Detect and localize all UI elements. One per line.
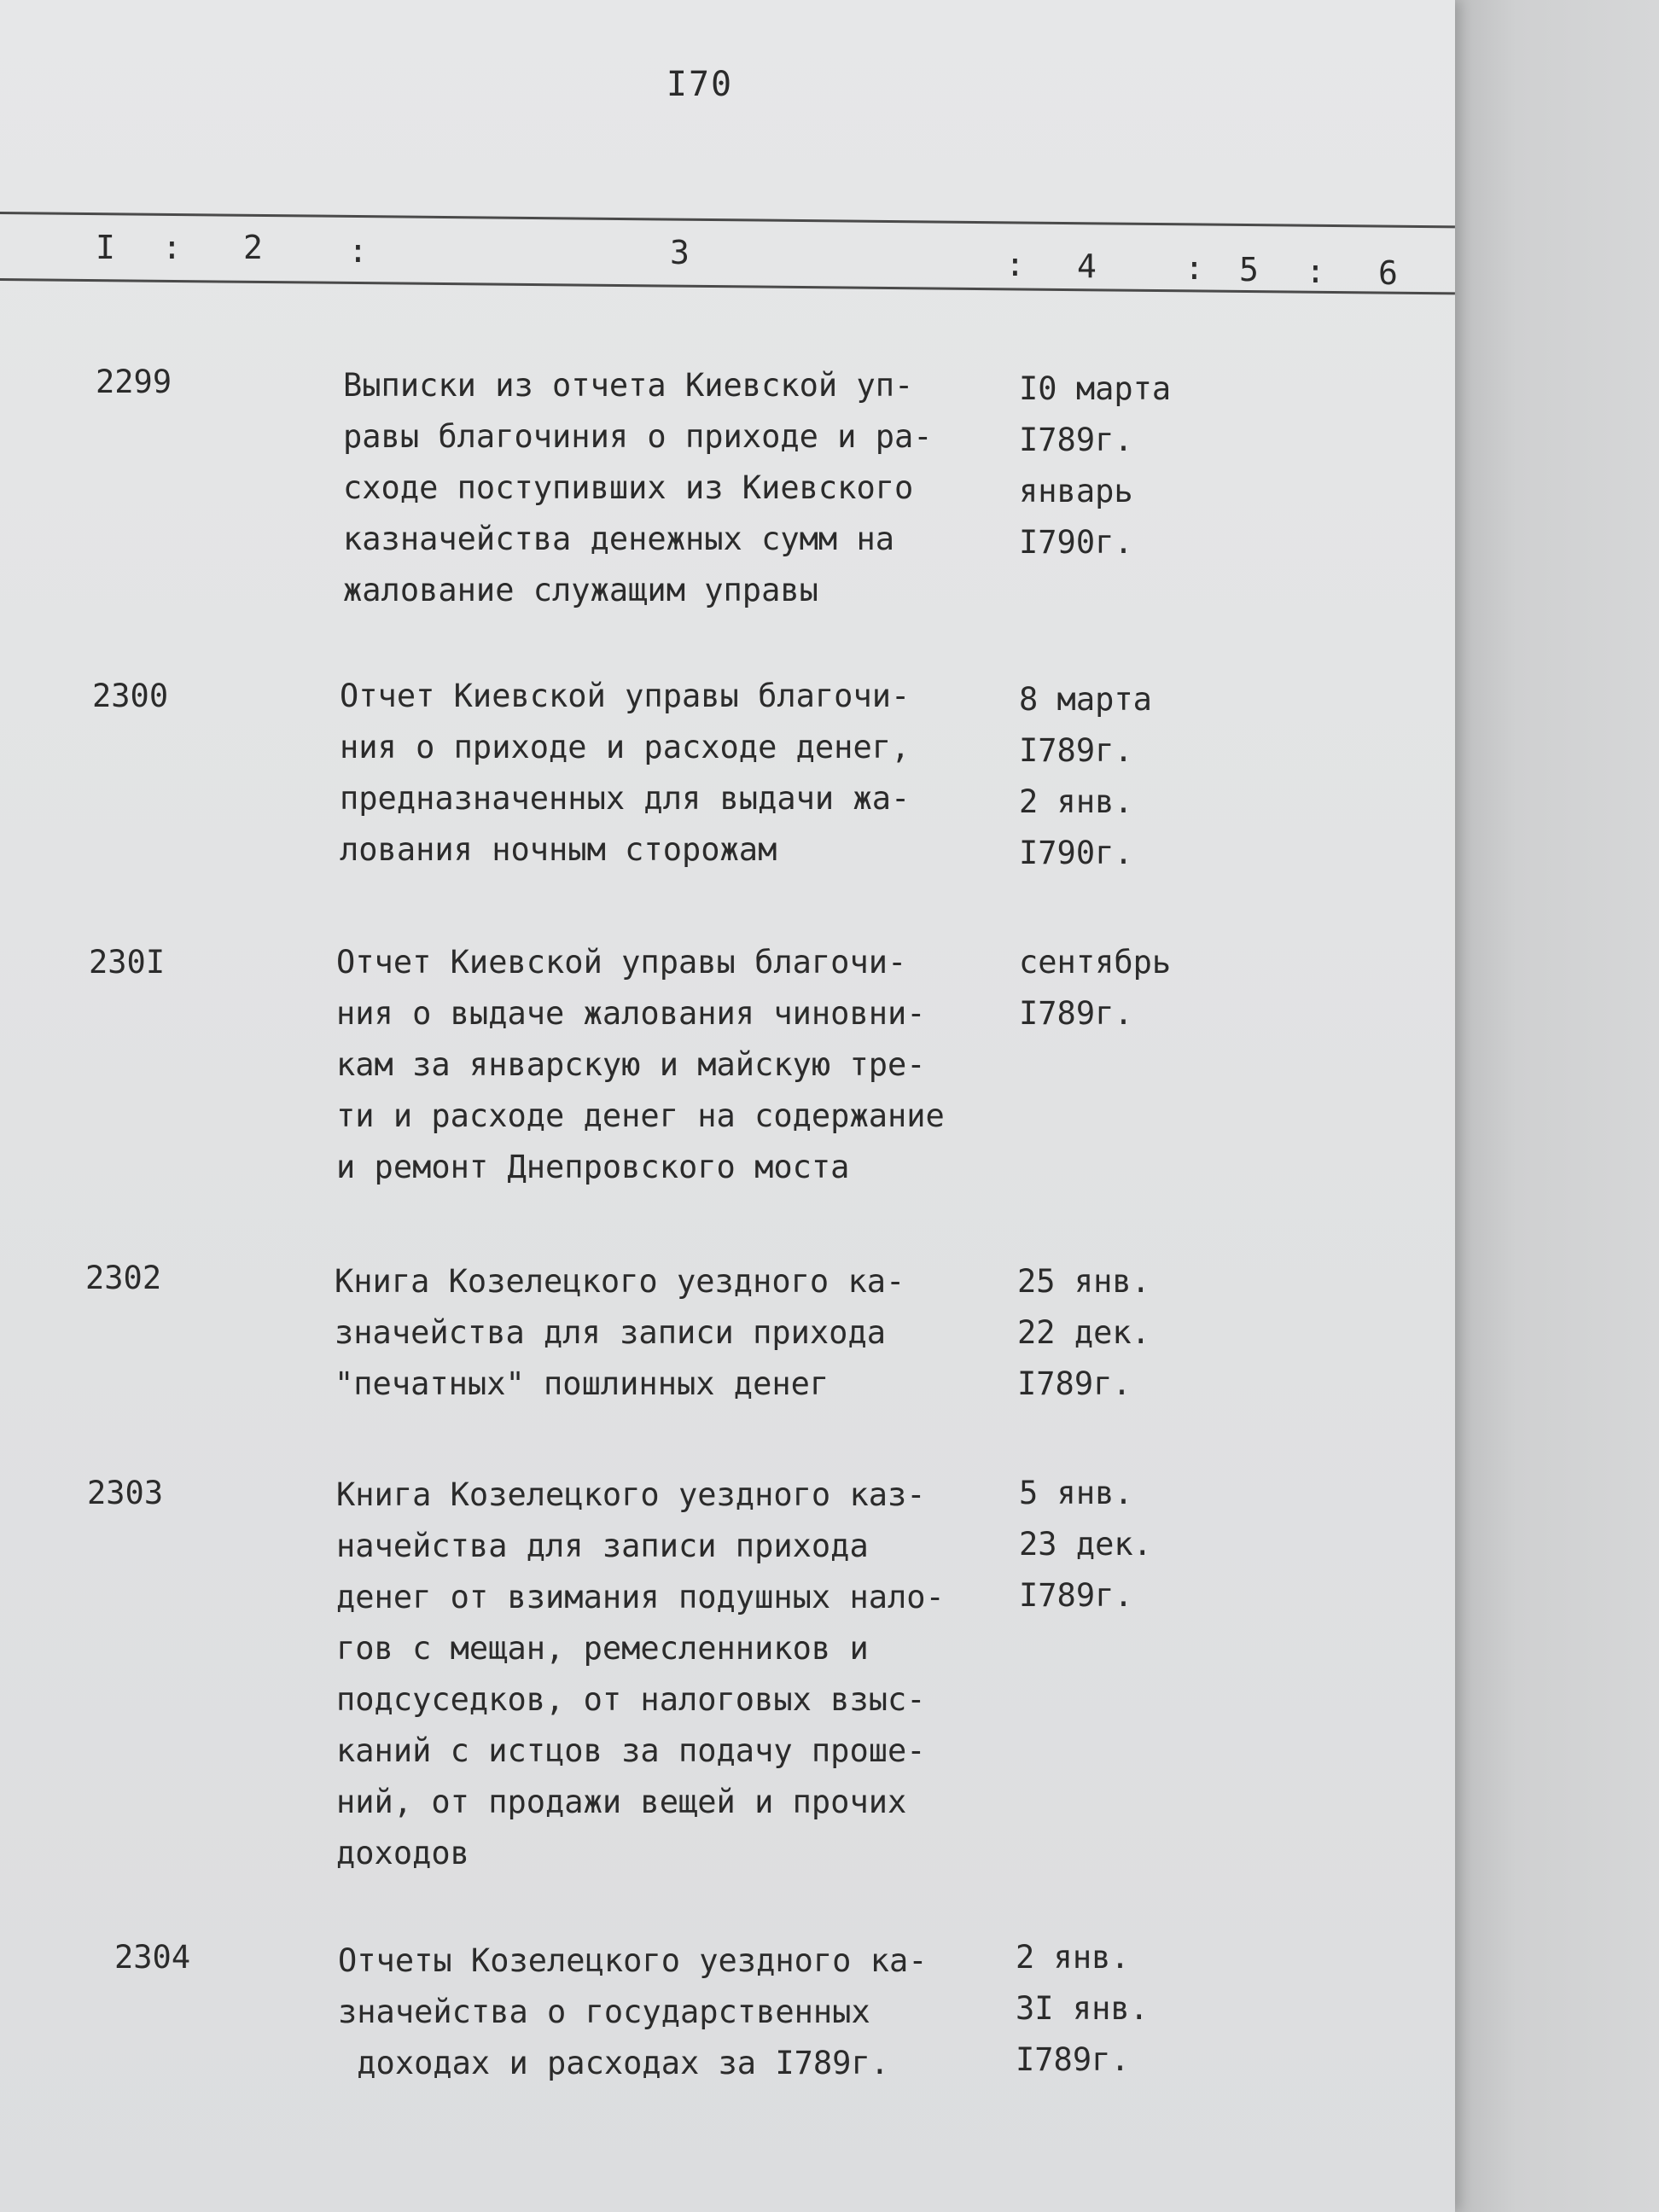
table-header-top-rule — [0, 212, 1455, 228]
entry-number: 230I — [89, 944, 166, 981]
column-separator: : — [162, 229, 182, 266]
entry-dates: сентябрь I789г. — [1019, 944, 1172, 1032]
column-separator: : — [1005, 246, 1025, 283]
column-separator: : — [348, 232, 368, 270]
column-header-2: 2 — [243, 229, 263, 266]
column-header-6: 6 — [1378, 254, 1398, 292]
entry-dates: 25 янв. 22 дек. I789г. — [1017, 1263, 1150, 1402]
catalog-entry — [85, 1253, 1195, 1423]
catalog-entry — [87, 1468, 1214, 1895]
column-header-3: 3 — [670, 234, 690, 271]
entry-number: 2303 — [87, 1475, 164, 1511]
page-number: I70 — [666, 65, 734, 104]
table-header-bottom-rule — [0, 278, 1455, 294]
entry-description: Книга Козелецкого уездного каз- начейства для записи прихода денег от взимания подушных нало- гов с мещан, ремесленников и подсуседков, от налоговых взыс- каний с истцов за подачу проше- ний, от продажи вещей и прочих доходов — [336, 1476, 945, 1871]
entry-dates: I0 марта I789г. январь I790г. — [1019, 370, 1172, 561]
entry-number: 2304 — [114, 1939, 191, 1976]
column-header-5: 5 — [1239, 251, 1259, 288]
catalog-entry — [89, 937, 1215, 1210]
column-separator: : — [1185, 249, 1204, 287]
entry-description: Отчеты Козелецкого уездного ка- значейства о государственных доходах и расходах за I789г. — [338, 1942, 928, 2081]
entry-description: Отчет Киевской управы благочи- ния о приходе и расходе денег, предназначенных для выдачи жа- лования ночным сторожам — [340, 678, 911, 868]
entry-number: 2302 — [85, 1260, 162, 1296]
entry-dates: 8 марта I789г. 2 янв. I790г. — [1019, 681, 1152, 871]
column-header-4: 4 — [1077, 247, 1097, 285]
column-separator: : — [1306, 253, 1325, 290]
catalog-entry — [92, 671, 1202, 893]
entry-dates: 2 янв. 3I янв. I789г. — [1016, 1939, 1149, 2078]
entry-description: Отчет Киевской управы благочи- ния о выдаче жалования чиновни- кам за январскую и майскую тре- ти и расходе денег на содержание и ремонт Днепровского моста — [336, 944, 945, 1185]
entry-description: Книга Козелецкого уездного ка- значейства для записи прихода "печатных" пошлинных денег — [335, 1263, 905, 1402]
entry-number: 2300 — [92, 678, 169, 714]
catalog-entry — [96, 357, 1205, 630]
column-header-1: I — [96, 229, 115, 266]
entry-dates: 5 янв. 23 дек. I789г. — [1019, 1475, 1152, 1614]
entry-number: 2299 — [96, 364, 172, 400]
page-edge-background — [1455, 0, 1659, 2212]
catalog-entry — [114, 1932, 1224, 2103]
entry-description: Выписки из отчета Киевской уп- равы благочиния о приходе и ра- сходе поступивших из Киевского казначейства денежных сумм на жалование служащим управы — [343, 367, 933, 608]
